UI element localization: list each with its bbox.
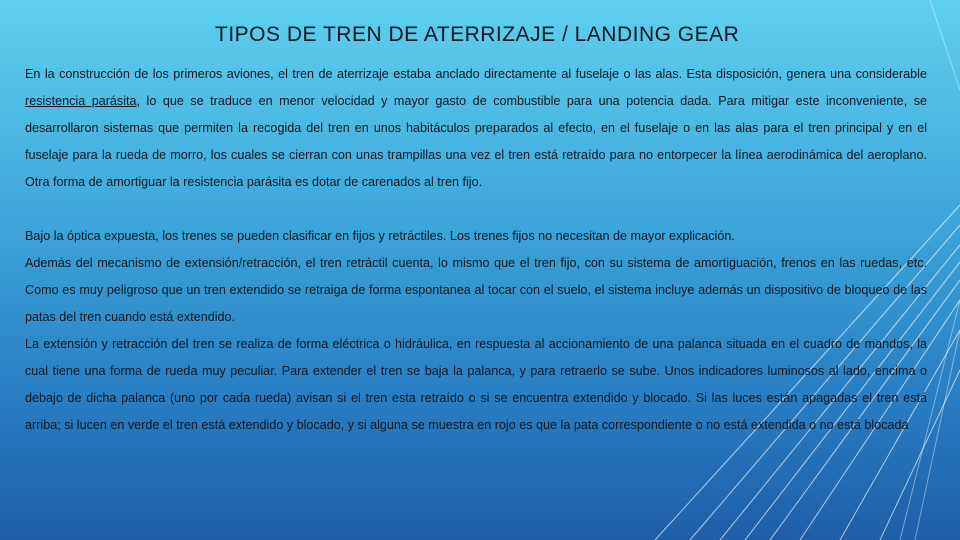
slide-body bbox=[25, 61, 927, 439]
slide-title: TIPOS DE TREN DE ATERRIZAJE / LANDING GEAR bbox=[215, 23, 740, 46]
paragraph-4: La extensión y retracción del tren se realiza de forma eléctrica o hidráulica, en respuesta al accionamiento de una palanca situada en el cuadro de mandos, la cual tiene una forma de rueda muy peculiar. Para extender el tren se baja la palanca, y para retraerlo se sube. Unos indicadores luminosos al lado, encima o debajo de dicha palanca (uno por cada rueda) avisan si el tren esta retraído o si se encuentra extendido y blocado. Si las luces están apagadas el tren está arriba; si lucen en verde el tren está extendido y blocado, y si alguna se muestra en rojo es que la pata correspondiente o no está extendida o no está blocada bbox=[25, 337, 927, 432]
paragraph-2: Bajo la óptica expuesta, los trenes se pueden clasificar en fijos y retráctiles. Los trenes fijos no necesitan de mayor explicación. bbox=[25, 229, 735, 243]
paragraph-1-text-start: En la construcción de los primeros aviones, el tren de aterrizaje estaba anclado directamente al fuselaje o las alas. Esta disposición, genera una considerable bbox=[25, 67, 927, 81]
paragraph-1-text-end: , lo que se traduce en menor velocidad y mayor gasto de combustible para una potencia dada. Para mitigar este inconveniente, se desarrollaron sistemas que permiten la recogida del tren en unos habitáculos preparados al efecto, en el fuselaje o en las alas para el tren principal y en el fuselaje para la rueda de morro, los cuales se cierran con unas trampillas una vez el tren está retraído para no entorpecer la línea aerodinámica del aeroplano. Otra forma de amortiguar la resistencia parásita es dotar de carenados al tren fijo. bbox=[25, 94, 927, 189]
paragraph-1 bbox=[25, 61, 927, 196]
paragraph-3: Además del mecanismo de extensión/retracción, el tren retráctil cuenta, lo mismo que el tren fijo, con su sistema de amortiguación, frenos en las ruedas, etc. Como es muy peligroso que un tren extendido se retraiga de forma espontanea al tocar con el suelo, el sistema incluye además un dispositivo de bloqueo de las patas del tren cuando está extendido. bbox=[25, 256, 927, 324]
resistencia-parasita-link[interactable]: resistencia parásita bbox=[25, 94, 137, 108]
